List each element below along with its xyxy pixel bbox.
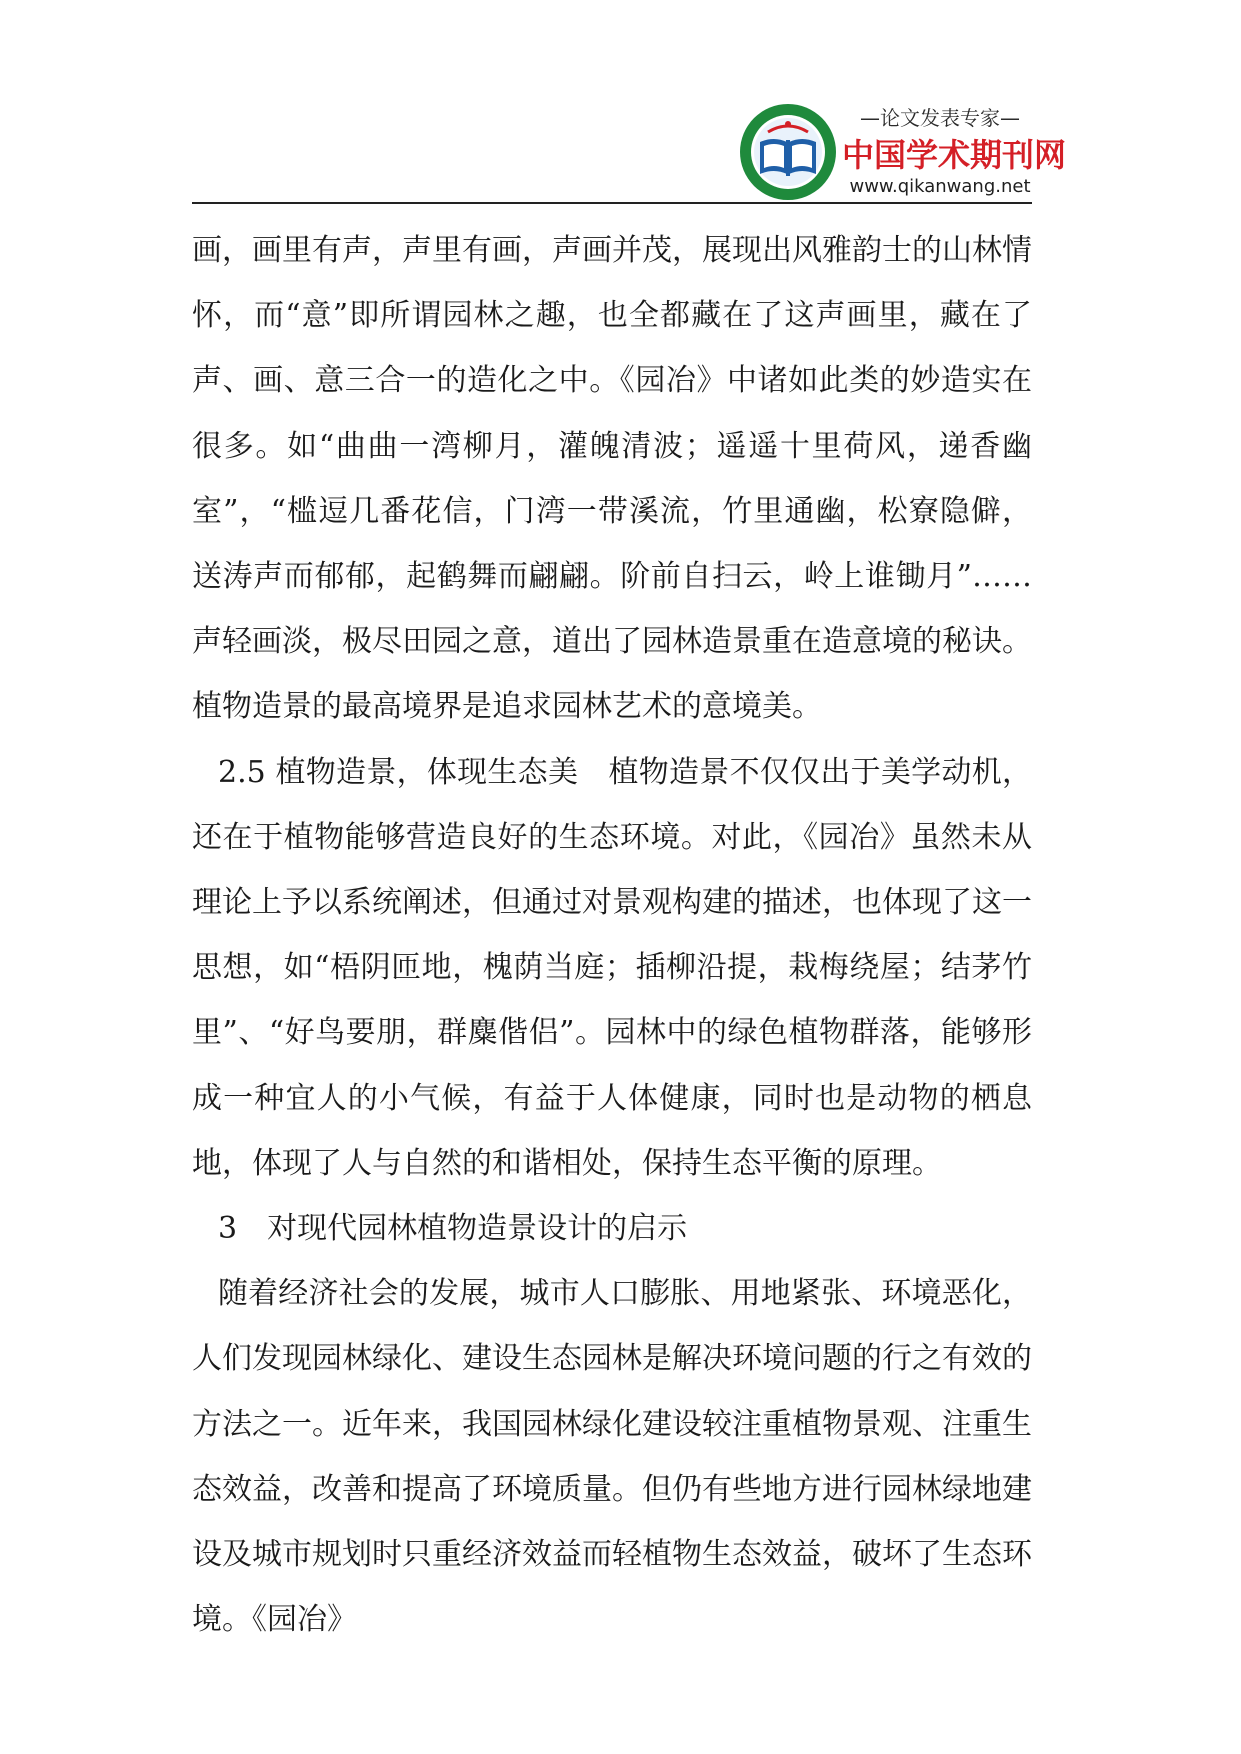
section-heading-3: 3 对现代园林植物造景设计的启示 xyxy=(218,1211,688,1247)
header-divider xyxy=(192,202,1032,204)
site-logo[interactable] xyxy=(738,88,1067,200)
paragraph-continuation: 画，画里有声，声里有画，声画并茂，展现出风雅韵士的山林情怀，而“意”即所谓园林之趣，也全都藏在了这声画里，藏在了声、画、意三合一的造化之中。《园冶》中诸如此类的妙造实在很多。如“曲曲一湾柳月，灌魄清波；遥遥十里荷风，递香幽室”，“槛逗几番花信，门湾一带溪流，竹里通幽，松寮隐僻，送涛声而郁郁，起鹤舞而翩翩。阶前自扫云，岭上谁锄月”……声轻画淡，极尽田园之意，道出了园林造景重在造意境的秘诀。植物造景的最高境界是追求园林艺术的意境美。 xyxy=(192,233,1032,725)
logo-slogan: —论文发表专家— xyxy=(860,106,1020,130)
page-header xyxy=(192,80,1067,204)
logo-brand-name: 中国学术期刊网 xyxy=(842,136,1067,174)
document-body xyxy=(192,218,1032,1652)
book-seal-icon xyxy=(738,102,838,202)
logo-url[interactable]: www.qikanwang.net xyxy=(849,176,1031,197)
paragraph-body: 随着经济社会的发展，城市人口膨胀、用地紧张、环境恶化，人们发现园林绿化、建设生态园林是解决环境问题的行之有效的方法之一。近年来，我国园林绿化建设较注重植物景观、注重生态效益，改善和提高了环境质量。但仍有些地方进行园林绿地建设及城市规划时只重经济效益而轻植物生态效益，破坏了生态环境。《园冶》 xyxy=(192,1276,1032,1638)
paragraph-section-2-5: 2.5 植物造景，体现生态美 植物造景不仅仅出于美学动机，还在于植物能够营造良好的生态环境。对此，《园冶》虽然未从理论上予以系统阐述，但通过对景观构建的描述，也体现了这一思想，如“梧阴匝地，槐荫当庭；插柳沿提，栽梅绕屋；结茅竹里”、“好鸟要朋，群麋偕侣”。园林中的绿色植物群落，能够形成一种宜人的小气候，有益于人体健康，同时也是动物的栖息地，体现了人与自然的和谐相处，保持生态平衡的原理。 xyxy=(192,754,1032,1181)
